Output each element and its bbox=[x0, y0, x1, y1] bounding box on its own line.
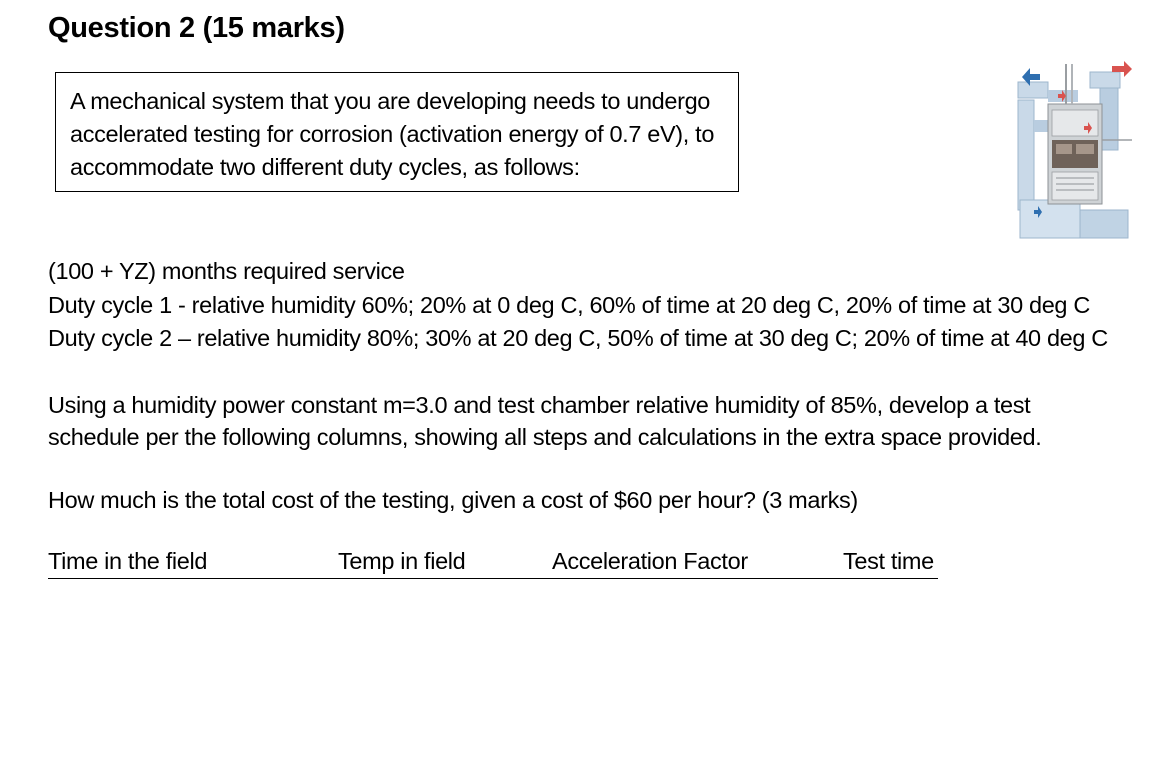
duty-cycle-2: Duty cycle 2 – relative humidity 80%; 30% at 20 deg C, 50% of time at 30 deg C; 20% of time at 40 deg C bbox=[48, 325, 1108, 351]
intro-line-3: accommodate two different duty cycles, as follows: bbox=[70, 154, 580, 180]
cost-question: How much is the total cost of the testing, given a cost of $60 per hour? (3 marks) bbox=[48, 487, 858, 513]
service-requirement: (100 + YZ) months required service bbox=[48, 258, 405, 284]
intro-box bbox=[55, 72, 739, 192]
instructions-line-2: schedule per the following columns, showing all steps and calculations in the extra space provided. bbox=[48, 424, 1042, 450]
column-acceleration-factor: Acceleration Factor bbox=[552, 548, 748, 574]
instructions-line-1: Using a humidity power constant m=3.0 and test chamber relative humidity of 85%, develop a test bbox=[48, 392, 1031, 418]
column-header-row bbox=[48, 548, 938, 579]
hvac-unit-illustration-icon bbox=[1000, 60, 1140, 250]
intro-line-2: accelerated testing for corrosion (activation energy of 0.7 eV), to bbox=[70, 121, 715, 147]
question-heading: Question 2 (15 marks) bbox=[48, 12, 345, 44]
column-test-time: Test time bbox=[843, 548, 934, 574]
column-time-in-field: Time in the field bbox=[48, 548, 208, 574]
duty-cycle-1: Duty cycle 1 - relative humidity 60%; 20% at 0 deg C, 60% of time at 20 deg C, 20% of time at 30 deg C bbox=[48, 292, 1090, 318]
column-temp-in-field: Temp in field bbox=[338, 548, 466, 574]
intro-line-1: A mechanical system that you are developing needs to undergo bbox=[70, 88, 711, 114]
